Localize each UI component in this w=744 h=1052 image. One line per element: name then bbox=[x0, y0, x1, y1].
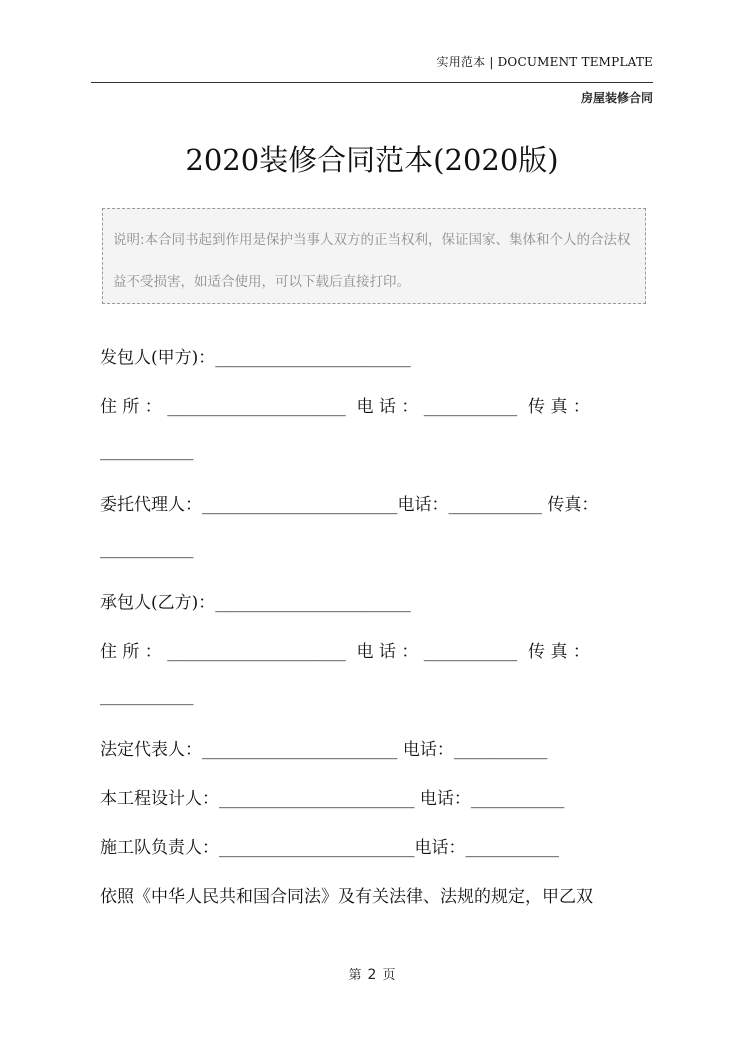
page-footer bbox=[0, 964, 744, 983]
line-party-b: 承包人(乙方)：_______________________ bbox=[100, 593, 411, 613]
header-divider bbox=[91, 82, 653, 83]
line-party-a-fax-blank: ___________ bbox=[100, 441, 194, 461]
line-party-a: 发包人(甲方)：_______________________ bbox=[100, 348, 411, 368]
line-party-b-address: 住 所 ： _____________________ 电 话 ： ___________ 传 真 ： bbox=[100, 642, 590, 662]
page-number: 2 bbox=[367, 967, 377, 983]
header-subtitle: 房屋装修合同 bbox=[580, 91, 653, 105]
line-agent-fax-blank: ___________ bbox=[100, 539, 194, 559]
line-party-b-fax-blank: ___________ bbox=[100, 686, 194, 706]
line-legal-representative: 法定代表人：_______________________ 电话：___________ bbox=[100, 740, 548, 760]
description-note: 说明:本合同书起到作用是保护当事人双方的正当权利，保证国家、集体和个人的合法权益不受损害，如适合使用，可以下载后直接打印。 bbox=[102, 208, 646, 304]
footer-prefix: 第 bbox=[348, 968, 362, 983]
line-body-text: 依照《中华人民共和国合同法》及有关法律、法规的规定，甲乙双 bbox=[100, 887, 593, 907]
footer-suffix: 页 bbox=[382, 968, 396, 983]
document-title: 2020装修合同范本(2020版) bbox=[185, 143, 559, 177]
header-document-template: 实用范本 | DOCUMENT TEMPLATE bbox=[436, 55, 653, 69]
line-agent: 委托代理人：_______________________电话：___________ 传真： bbox=[100, 495, 599, 515]
line-project-designer: 本工程设计人：_______________________ 电话：___________ bbox=[100, 789, 565, 809]
line-construction-lead: 施工队负责人：_______________________电话：___________ bbox=[100, 838, 559, 858]
line-party-a-address: 住 所 ： _____________________ 电 话 ： ___________ 传 真 ： bbox=[100, 397, 590, 417]
